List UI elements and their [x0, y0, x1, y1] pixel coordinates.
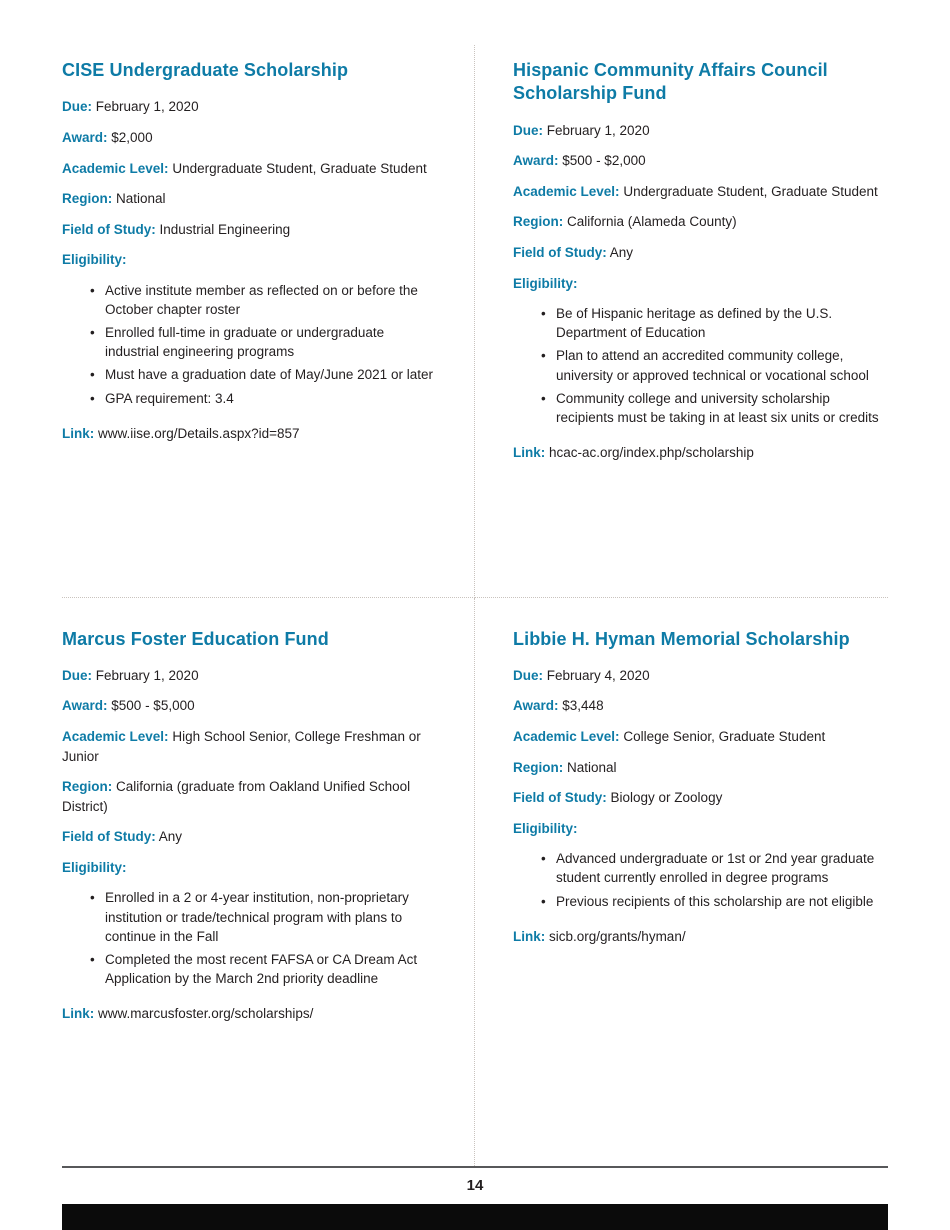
eligibility-list — [62, 281, 436, 408]
field-label: Link: — [62, 1006, 95, 1022]
eligibility-item: • Plan to attend an accredited community college, university or approved technical or vocational school — [541, 346, 888, 384]
field-label: Region: — [62, 191, 113, 207]
field-eligibility-heading — [513, 819, 888, 839]
field-link — [62, 1004, 436, 1024]
footer-bar — [62, 1204, 888, 1230]
field-label: Due: — [62, 667, 92, 683]
field-award — [513, 151, 888, 171]
field-region — [62, 189, 436, 209]
eligibility-item: • Enrolled in a 2 or 4-year institution, non-proprietary institution or trade/technical program with plans to continue in the Fall — [90, 888, 436, 945]
eligibility-item: • Active institute member as reflected on or before the October chapter roster — [90, 281, 436, 319]
field-value: Industrial Engineering — [159, 221, 291, 237]
field-eligibility-heading — [513, 274, 888, 294]
eligibility-item: • Advanced undergraduate or 1st or 2nd year graduate student currently enrolled in degree programs — [541, 849, 888, 887]
field-label: Academic Level: — [62, 729, 169, 745]
link-url: hcac-ac.org/index.php/scholarship — [549, 445, 754, 461]
field-field-of-study — [513, 788, 888, 808]
field-value: $500 - $5,000 — [111, 698, 195, 714]
eligibility-list — [513, 304, 888, 427]
eligibility-item: • Enrolled full-time in graduate or undergraduate industrial engineering programs — [90, 323, 436, 361]
eligibility-item: • Must have a graduation date of May/June 2021 or later — [90, 365, 436, 384]
field-link — [513, 443, 888, 463]
eligibility-item: • Previous recipients of this scholarship are not eligible — [541, 892, 888, 911]
field-region — [513, 758, 888, 778]
field-region — [513, 212, 888, 232]
eligibility-item: • Completed the most recent FAFSA or CA Dream Act Application by the March 2nd priority deadline — [90, 950, 436, 988]
field-value: California (Alameda County) — [567, 214, 737, 230]
field-eligibility-heading — [62, 250, 436, 270]
page-number: 14 — [466, 1177, 484, 1194]
field-value: National — [116, 191, 166, 207]
field-value: Any — [609, 245, 634, 261]
field-label: Academic Level: — [62, 160, 169, 176]
field-due — [513, 666, 888, 686]
page-footer — [62, 1166, 888, 1230]
scholarship-card — [62, 45, 475, 598]
field-value: February 1, 2020 — [95, 99, 199, 115]
field-value: High School Senior, College Freshman or Junior — [62, 729, 421, 764]
field-label: Award: — [513, 698, 559, 714]
field-field-of-study — [513, 243, 888, 263]
field-academic-level — [513, 727, 888, 747]
field-value: $500 - $2,000 — [562, 153, 646, 169]
scholarship-card — [475, 598, 888, 1167]
field-value: February 1, 2020 — [546, 122, 650, 138]
field-label: Due: — [513, 122, 543, 138]
field-label: Eligibility: — [513, 275, 578, 291]
field-label: Eligibility: — [62, 252, 127, 268]
field-label: Field of Study: — [513, 790, 607, 806]
field-value: February 1, 2020 — [95, 667, 199, 683]
field-due — [513, 121, 888, 141]
field-label: Award: — [62, 698, 108, 714]
field-label: Region: — [513, 759, 564, 775]
field-eligibility-heading — [62, 858, 436, 878]
field-academic-level — [62, 727, 436, 766]
field-label: Field of Study: — [62, 829, 156, 845]
field-due — [62, 97, 436, 117]
field-value: College Senior, Graduate Student — [623, 729, 826, 745]
scholarship-card — [475, 45, 888, 598]
link-url: www.iise.org/Details.aspx?id=857 — [98, 425, 300, 441]
field-value: Undergraduate Student, Graduate Student — [623, 183, 878, 199]
link-url: sicb.org/grants/hyman/ — [549, 928, 686, 944]
field-label: Link: — [513, 445, 546, 461]
scholarship-title: Marcus Foster Education Fund — [62, 628, 329, 649]
eligibility-list — [513, 849, 888, 910]
field-label: Link: — [513, 928, 546, 944]
field-label: Link: — [62, 425, 95, 441]
field-label: Due: — [513, 667, 543, 683]
field-label: Region: — [513, 214, 564, 230]
field-value: California (graduate from Oakland Unified School District) — [62, 779, 411, 814]
field-label: Region: — [62, 779, 113, 795]
field-label: Eligibility: — [513, 820, 578, 836]
scholarship-grid — [62, 45, 888, 1166]
field-label: Academic Level: — [513, 729, 620, 745]
field-label: Eligibility: — [62, 859, 127, 875]
scholarship-title: CISE Undergraduate Scholarship — [62, 60, 349, 80]
field-label: Academic Level: — [513, 183, 620, 199]
field-region — [62, 777, 436, 816]
link-url: www.marcusfoster.org/scholarships/ — [98, 1006, 314, 1022]
field-label: Field of Study: — [62, 221, 156, 237]
field-academic-level — [513, 182, 888, 202]
field-value: February 4, 2020 — [546, 667, 650, 683]
scholarship-title: Hispanic Community Affairs Council Scholarship Fund — [513, 60, 828, 104]
field-value: Biology or Zoology — [610, 790, 723, 806]
eligibility-item: • Be of Hispanic heritage as defined by the U.S. Department of Education — [541, 304, 888, 342]
scholarship-title: Libbie H. Hyman Memorial Scholarship — [513, 628, 850, 649]
field-label: Award: — [513, 153, 559, 169]
field-link — [513, 927, 888, 947]
eligibility-list — [62, 888, 436, 988]
field-label: Award: — [62, 129, 108, 145]
field-award — [62, 696, 436, 716]
field-field-of-study — [62, 827, 436, 847]
field-academic-level — [62, 159, 436, 179]
field-value: $2,000 — [111, 129, 153, 145]
field-link — [62, 424, 436, 444]
field-award — [62, 128, 436, 148]
field-label: Due: — [62, 99, 92, 115]
eligibility-item: • GPA requirement: 3.4 — [90, 389, 436, 408]
field-label: Field of Study: — [513, 245, 607, 261]
field-field-of-study — [62, 220, 436, 240]
field-due — [62, 666, 436, 686]
field-value: Undergraduate Student, Graduate Student — [172, 160, 427, 176]
field-value: Any — [158, 829, 183, 845]
scholarship-card — [62, 598, 475, 1167]
field-value: $3,448 — [562, 698, 604, 714]
eligibility-item: • Community college and university scholarship recipients must be taking in at least six units or credits — [541, 389, 888, 427]
field-value: National — [567, 759, 617, 775]
field-award — [513, 696, 888, 716]
